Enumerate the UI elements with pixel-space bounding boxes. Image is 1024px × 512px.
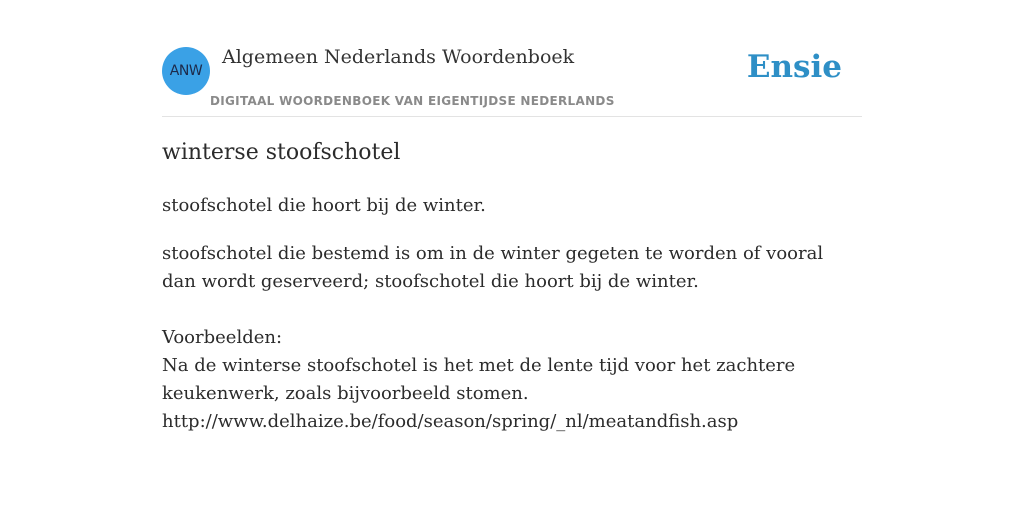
site-title[interactable]: Algemeen Nederlands Woordenboek <box>222 46 575 68</box>
entry-headword: winterse stoofschotel <box>162 140 401 165</box>
example-sentence: Na de winterse stoofschotel is het met de lente tijd voor het zachtere keukenwerk, zoals bijvoorbeeld stomen. <box>162 355 796 404</box>
definition-block <box>162 240 862 436</box>
short-definition: stoofschotel die hoort bij de winter. <box>162 195 486 216</box>
long-definition: stoofschotel die bestemd is om in de winter gegeten te worden of vooral dan wordt geserveerd; stoofschotel die hoort bij de winter. <box>162 243 824 292</box>
examples-label: Voorbeelden: <box>162 327 283 348</box>
page <box>162 0 862 432</box>
example-source: http://www.delhaize.be/food/season/spring/_nl/meatandfish.asp <box>162 411 739 432</box>
site-subtitle: DIGITAAL WOORDENBOEK VAN EIGENTIJDSE NEDERLANDS <box>210 94 615 108</box>
anw-logo[interactable]: ANW <box>162 47 210 95</box>
header <box>162 0 862 117</box>
ensie-brand-link[interactable]: Ensie <box>746 49 842 85</box>
